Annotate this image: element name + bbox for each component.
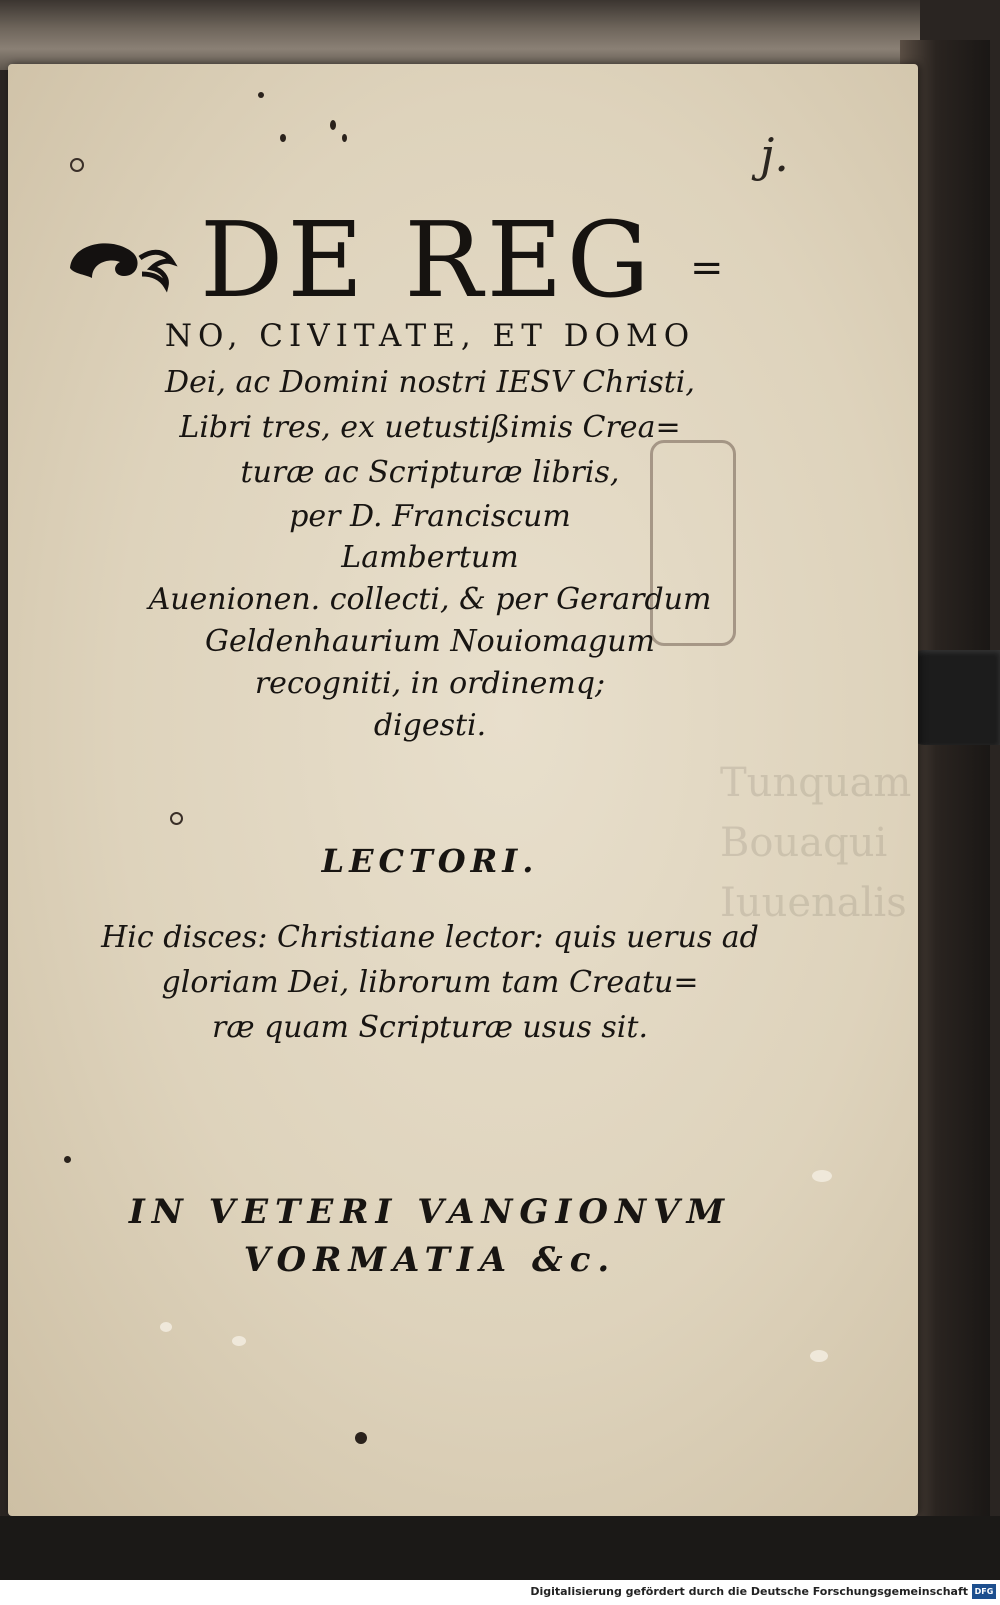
title-line: Lambertum xyxy=(341,540,519,575)
lector-line: Hic disces: Christiane lector: quis uerus ad xyxy=(101,920,759,955)
paper-spot xyxy=(810,1350,828,1362)
footer-bar xyxy=(0,1580,1000,1605)
scan-background-bottom xyxy=(0,1516,1000,1580)
ink-speck xyxy=(330,120,336,130)
title-line: digesti. xyxy=(373,708,487,743)
book-clasp xyxy=(910,650,1000,745)
ink-speck xyxy=(70,158,84,172)
fleuron-ornament-icon xyxy=(62,228,182,298)
paper-spot xyxy=(812,1170,832,1182)
book-top-edge xyxy=(0,0,920,70)
title-line: Auenionen. collecti, & per Gerardum xyxy=(148,582,712,617)
title-line: Libri tres, ex uetustißimis Crea= xyxy=(179,410,681,445)
ink-speck xyxy=(64,1156,71,1163)
show-through-text: Tunquam xyxy=(720,760,912,806)
title-line: per D. Franciscum xyxy=(289,499,571,534)
show-through-text: Iuuenalis xyxy=(720,880,907,926)
lector-heading: LECTORI. xyxy=(321,842,539,880)
ink-speck xyxy=(258,92,264,98)
title-line: Geldenhaurium Nouiomagum xyxy=(205,624,655,659)
title-first-line: DE REG xyxy=(200,199,654,321)
dfg-logo-icon: DFG xyxy=(972,1584,996,1599)
title-line: Dei, ac Domini nostri IESV Christi, xyxy=(165,365,695,400)
title-line: NO, CIVITATE, ET DOMO xyxy=(164,318,696,354)
folio-number: j. xyxy=(760,128,789,182)
show-through-text: Bouaqui xyxy=(720,820,888,866)
ink-speck xyxy=(280,134,286,142)
lector-line: gloriam Dei, librorum tam Creatu= xyxy=(161,965,699,1000)
paper-spot xyxy=(160,1322,172,1332)
imprint-line: VORMATIA &c. xyxy=(243,1240,617,1280)
title-line: recogniti, in ordinemq; xyxy=(254,666,606,701)
ink-speck xyxy=(170,812,183,825)
title-line: turæ ac Scripturæ libris, xyxy=(240,455,620,490)
paper-spot xyxy=(232,1336,246,1346)
ink-speck xyxy=(342,134,347,142)
hyphen-mark: = xyxy=(690,245,724,291)
funding-credit: Digitalisierung gefördert durch die Deutsche Forschungsgemeinschaft xyxy=(530,1585,968,1598)
lector-line: ræ quam Scripturæ usus sit. xyxy=(212,1010,648,1045)
ink-speck xyxy=(355,1432,367,1444)
imprint-line: IN VETERI VANGIONVM xyxy=(128,1192,732,1232)
